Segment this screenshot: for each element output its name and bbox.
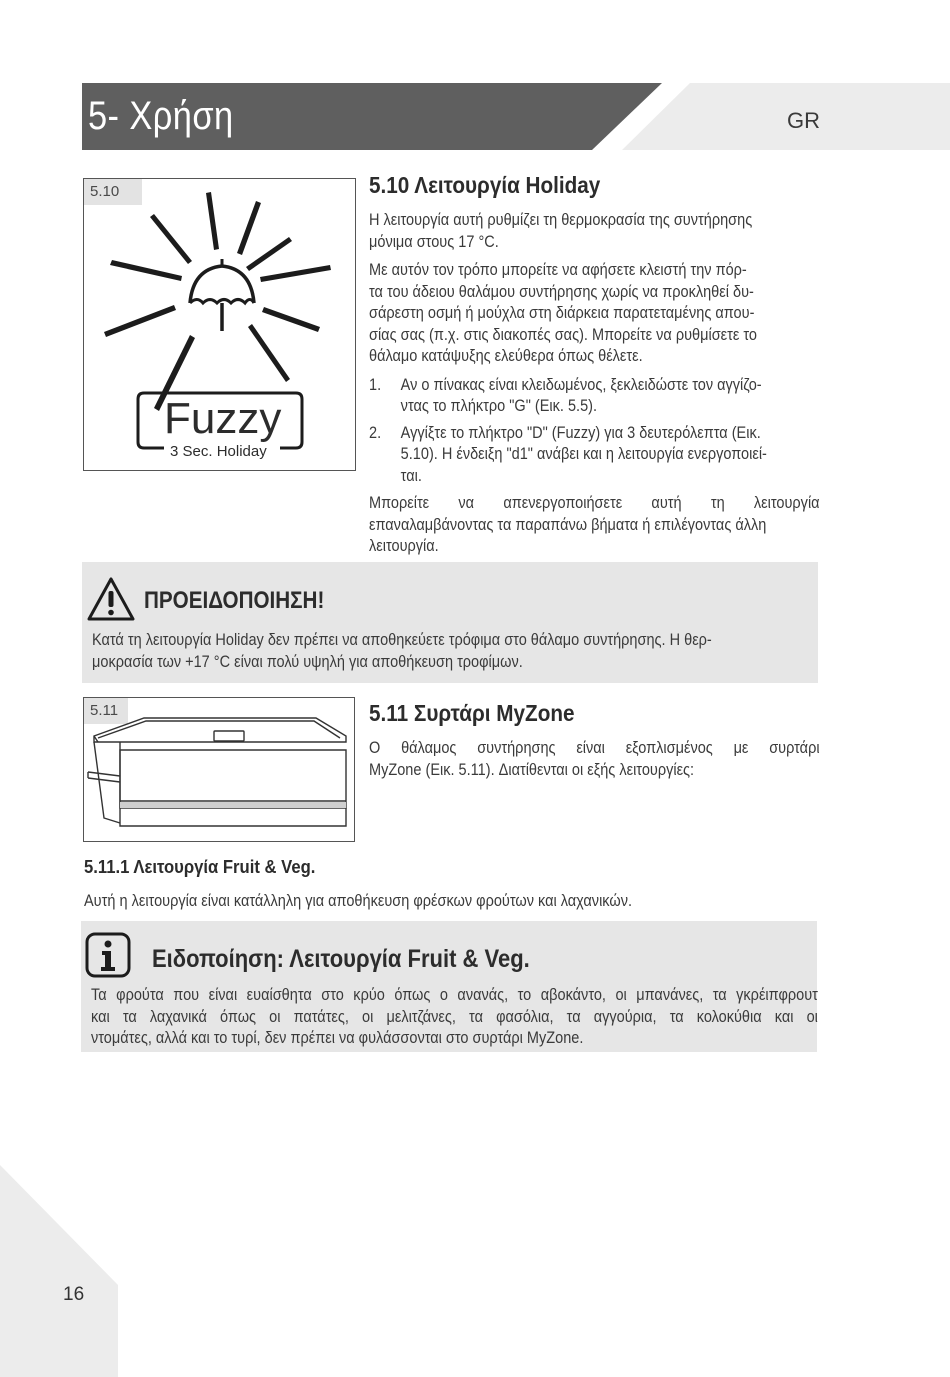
paragraph: [369, 493, 820, 558]
figure-label: 5.11: [84, 698, 128, 724]
figure-label: 5.10: [84, 179, 142, 205]
steps-list: [369, 375, 820, 488]
text-line: επαναλαμβάνοντας τα παραπάνω βήματα ή επιλέγοντας άλλη: [369, 515, 767, 534]
text-line: Μπορείτε να απενεργοποιήσετε αυτή τη λειτουργία: [369, 494, 820, 512]
paragraph: [369, 210, 820, 253]
text-line: σίας σας (π.χ. στις διακοπές σας). Μπορείτε να ρυθμίσετε το: [369, 325, 757, 344]
text-line: ντομάτες, αλλά και το τυρί, δεν πρέπει να φυλάσσονται στο συρτάρι MyZone.: [91, 1029, 584, 1047]
text-line: ται.: [400, 466, 422, 485]
figure-5-11: [83, 697, 355, 842]
text-line: μόνιμα στους 17 °C.: [369, 232, 499, 251]
language-code: GR: [787, 108, 820, 133]
paragraph: [369, 260, 820, 368]
text-line: τα του άδειου θαλάμου συντήρησης χωρίς να προκληθεί δυ-: [369, 282, 754, 301]
list-item: [369, 423, 820, 488]
text-line: ντας το πλήκτρο "G" (Εικ. 5.5).: [400, 397, 598, 415]
text-line: Αγγίξτε το πλήκτρο "D" (Fuzzy) για 3 δευτερόλεπτα (Εικ.: [400, 423, 761, 442]
notice-text: [91, 985, 818, 1050]
text-line: σάρεστη οσμή ή μούχλα στη διάρκεια παρατεταμένης απου-: [369, 304, 755, 322]
text-line: λειτουργία.: [369, 537, 439, 555]
text-line: Τα φρούτα που είναι ευαίσθητα στο κρύο όπως ο ανανάς, το αβοκάντο, οι μπανάνες, τα γκρέιπφρουτ: [91, 986, 818, 1004]
section-5-10-body: [369, 210, 820, 558]
section-5-11-body: [369, 738, 820, 781]
text-line: Αν ο πίνακας είναι κλειδωμένος, ξεκλειδώστε τον αγγίζο-: [400, 375, 762, 394]
text-line: μοκρασία των +17 °C είναι πολύ υψηλή για αποθήκευση τροφίμων.: [92, 652, 523, 671]
section-5-11-1-heading: 5.11.1 Λειτουργία Fruit & Veg.: [84, 856, 316, 877]
text-line: Η λειτουργία αυτή ρυθμίζει τη θερμοκρασία της συντήρησης: [369, 211, 753, 229]
notice-title: Ειδοποίηση: Λειτουργία Fruit & Veg.: [152, 945, 530, 973]
text-line: Ο θάλαμος συντήρησης είναι εξοπλισμένος με συρτάρι: [369, 739, 820, 757]
text-line: Κατά τη λειτουργία Holiday δεν πρέπει να αποθηκεύετε τρόφιμα στο θάλαμο συντήρησης. Η θερ-: [92, 631, 712, 649]
fuzzy-display-text: Fuzzy: [164, 394, 282, 443]
chapter-title: 5- Χρήση: [88, 94, 234, 138]
text-line: θάλαμο κατάψυξης ελεύθερα όπως θέλετε.: [369, 347, 643, 365]
warning-triangle-icon: [86, 576, 136, 622]
section-5-11-heading: 5.11 Συρτάρι MyZone: [369, 700, 575, 726]
list-item: [369, 375, 820, 418]
text-line: 5.10). Η ένδειξη "d1" ανάβει και η λειτουργία ενεργοποιεί-: [400, 445, 767, 463]
holiday-caption: 3 Sec. Holiday: [170, 443, 267, 460]
section-5-11-1-text: Αυτή η λειτουργία είναι κατάλληλη για αποθήκευση φρέσκων φρούτων και λαχανικών.: [84, 892, 633, 910]
page-number: 16: [63, 1284, 85, 1305]
info-icon: [85, 932, 131, 978]
text-line: MyZone (Εικ. 5.11). Διατίθενται οι εξής λειτουργίες:: [369, 760, 695, 779]
figure-5-10: [83, 178, 356, 471]
text-line: Με αυτόν τον τρόπο μπορείτε να αφήσετε κλειστή την πόρ-: [369, 261, 747, 279]
step-number: 2.: [369, 423, 382, 442]
text-line: και τα λαχανικά όπως οι πατάτες, οι μελιτζάνες, τα φασόλια, τα αγγούρια, τα κολοκύθια και οι: [91, 1007, 818, 1026]
step-number: 1.: [369, 375, 382, 394]
notice-panel: [81, 921, 817, 1052]
warning-title: ΠΡΟΕΙΔΟΠΟΙΗΣΗ!: [144, 587, 325, 614]
warning-panel: [82, 562, 818, 683]
section-5-10-heading: 5.10 Λειτουργία Holiday: [369, 172, 601, 198]
warning-text: [92, 630, 815, 673]
page-corner-decoration: [0, 1157, 130, 1377]
drawer-icon: [84, 698, 356, 843]
